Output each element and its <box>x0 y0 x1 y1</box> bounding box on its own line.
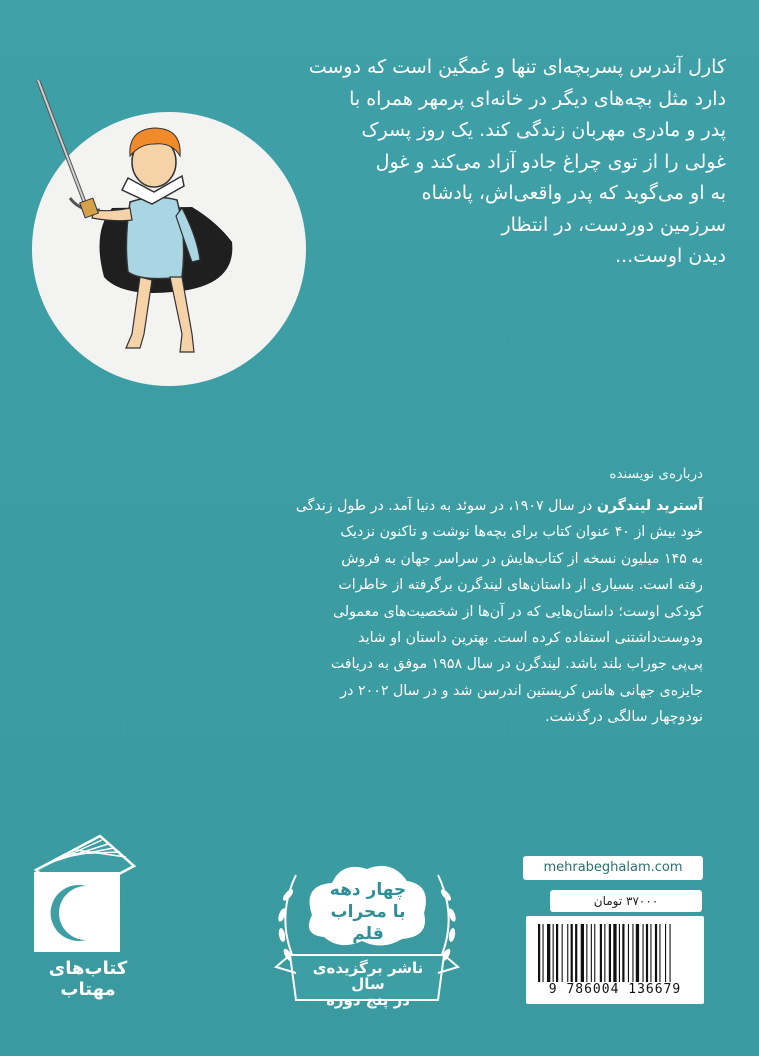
barcode-bar <box>609 924 611 982</box>
barcode-bar <box>591 924 592 982</box>
about-line: نودوچهار سالگی درگذشت. <box>545 709 703 726</box>
author-name: آسترید لیندگرن <box>596 498 703 514</box>
about-line: خود بیش از ۴۰ عنوان کتاب برای بچه‌ها نوشت و تاکنون نزدیک <box>340 524 703 541</box>
illustration-circle <box>32 112 306 386</box>
synopsis-line: غولی را از توی چراغ جادو آزاد می‌کند و غول <box>375 150 726 173</box>
badge-line-1: چهار دهه <box>329 880 407 900</box>
barcode-bar <box>581 924 584 982</box>
barcode-bar <box>659 924 660 982</box>
book-moon-icon <box>30 830 140 956</box>
award-badge <box>262 855 472 1035</box>
boy-illustration <box>32 112 306 386</box>
barcode-bar <box>643 924 644 982</box>
barcode-bar <box>619 924 620 982</box>
synopsis-line: به او می‌گوید که پدر واقعی‌اش، پادشاه <box>421 182 726 204</box>
about-author-heading: درباره‌ی نویسنده <box>609 466 703 482</box>
barcode-bar <box>543 924 544 982</box>
barcode-bar <box>556 924 558 982</box>
barcode-bar <box>613 924 616 982</box>
barcode-bars <box>536 924 694 982</box>
barcode-bar <box>670 924 671 982</box>
about-line: رفته است. بسیاری از داستان‌های لیندگرن برگرفته از خاطرات <box>338 577 703 594</box>
badge-banner-text <box>298 960 438 1008</box>
publisher-name: کتاب‌های مهتاب <box>48 958 128 1000</box>
synopsis-line: دارد مثل بچه‌های دیگر در خانه‌ای پرمهر همراه با <box>349 87 726 110</box>
synopsis-text <box>308 52 726 273</box>
barcode-bar <box>538 924 540 982</box>
barcode-bar <box>594 924 595 982</box>
barcode-bar <box>604 924 605 982</box>
about-line: جایزه‌ی جهانی هانس کریستین اندرسن شد و در سال ۲۰۰۲ در <box>340 682 703 699</box>
barcode-bar <box>571 924 573 982</box>
barcode <box>526 916 704 1004</box>
barcode-bar <box>650 924 651 982</box>
synopsis-line: پدر و مادری مهربان زندگی کند. یک روز پسرک <box>361 119 726 141</box>
synopsis-line: سرزمین دوردست، در انتظار <box>501 213 726 236</box>
about-line: به ۱۴۵ میلیون نسخه از کتاب‌هایش در سراسر جهان به فروش <box>341 550 703 567</box>
barcode-bar <box>600 924 602 982</box>
badge-line-2: با محراب قلم <box>330 902 406 944</box>
barcode-bar <box>586 924 587 982</box>
about-first-line: در سال ۱۹۰۷، در سوئد به دنیا آمد. در طول زندگی <box>295 498 597 514</box>
barcode-bar <box>655 924 657 982</box>
website-url[interactable]: mehrabeghalam.com <box>523 856 703 880</box>
barcode-bar <box>622 924 624 982</box>
price-amount: ۳۷۰۰۰ <box>626 894 659 908</box>
badge-banner-line-1: ناشر برگزیده‌ی سال <box>312 959 424 993</box>
barcode-bar <box>575 924 577 982</box>
barcode-bar <box>632 924 633 982</box>
about-line: پی‌پی جوراب بلند باشد. لیندگرن در سال ۱۹۵۸ موفق به دریافت <box>330 656 703 673</box>
barcode-bar <box>562 924 563 982</box>
barcode-bar <box>665 924 666 982</box>
about-line: ودوست‌داشتنی استفاده کرده است. بهترین داستان او شاید <box>358 630 703 647</box>
barcode-bar <box>547 924 550 982</box>
synopsis-line: دیدن اوست... <box>615 245 726 267</box>
price-label <box>550 890 702 912</box>
barcode-bar <box>636 924 639 982</box>
isbn-digits: 9 786004 136679 <box>548 982 682 997</box>
barcode-bar <box>567 924 568 982</box>
about-line: کودکی اوست؛ داستان‌هایی که در آن‌ها از شخصیت‌های معمولی <box>332 603 703 620</box>
badge-banner-line-2: در پنج دوره <box>326 991 410 1009</box>
about-author-text <box>295 493 703 731</box>
barcode-bar <box>628 924 629 982</box>
about-line <box>295 493 703 519</box>
badge-cloud-text <box>318 879 418 945</box>
barcode-bar <box>553 924 554 982</box>
price-currency: تومان <box>593 894 623 908</box>
synopsis-line: کارل آندرس پسربچه‌ای تنها و غمگین است که دوست <box>308 56 726 78</box>
barcode-bar <box>646 924 648 982</box>
